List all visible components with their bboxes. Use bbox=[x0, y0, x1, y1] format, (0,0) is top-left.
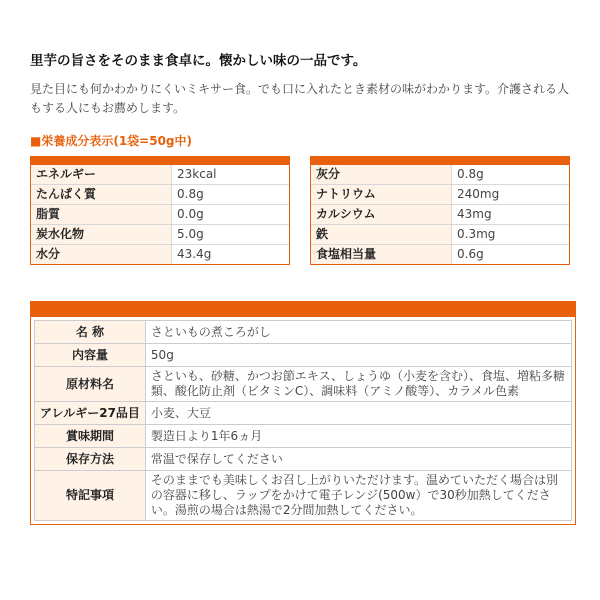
nutrient-value: 0.8g bbox=[172, 185, 290, 205]
table-row bbox=[31, 185, 289, 205]
product-field-value: 50g bbox=[145, 344, 571, 367]
product-field-value: 小麦、大豆 bbox=[145, 402, 571, 425]
nutrient-label: エネルギー bbox=[31, 165, 172, 185]
table-row bbox=[31, 225, 289, 245]
product-field-label: 特記事項 bbox=[35, 471, 146, 521]
product-field-value: さといも、砂糖、かつお節エキス、しょうゆ（小麦を含む）、食塩、増粘多糖類、酸化防止剤（ビタミンC）、調味料（アミノ酸等）、カラメル色素 bbox=[145, 367, 571, 402]
product-field-label: 原材料名 bbox=[35, 367, 146, 402]
table-row bbox=[31, 245, 289, 265]
table-row bbox=[31, 205, 289, 225]
nutrient-label: カルシウム bbox=[311, 205, 452, 225]
nutrient-label: 脂質 bbox=[31, 205, 172, 225]
nutrient-value: 43.4g bbox=[177, 247, 212, 261]
table-row bbox=[311, 245, 569, 265]
nutrient-value: 43mg bbox=[452, 205, 570, 225]
nutrient-value: 0.8g bbox=[452, 165, 570, 185]
product-field-value: そのままでも美味しくお召し上がりいただけます。温めていただく場合は別の容器に移し、ラップをかけて電子レンジ(500w）で30秒加熱してください。湯煎の場合は熱湯で2分間加熱してください。 bbox=[145, 471, 571, 521]
nutrient-label: 灰分 bbox=[311, 165, 452, 185]
nutrient-value: 23kcal bbox=[172, 165, 290, 185]
table-row bbox=[35, 321, 572, 344]
headline: 里芋の旨さをそのまま食卓に。懐かしい味の一品です。 bbox=[30, 53, 367, 69]
nutrition-table-right bbox=[310, 156, 570, 265]
product-field-label: 保存方法 bbox=[35, 448, 146, 471]
product-field-value: さといもの煮ころがし bbox=[145, 321, 571, 344]
table-row bbox=[35, 402, 572, 425]
nutrient-value: 5.0g bbox=[172, 225, 290, 245]
nutrition-heading: ■栄養成分表示(1袋=50g中) bbox=[30, 134, 193, 148]
nutrition-table-left bbox=[30, 156, 290, 265]
product-field-value: 常温で保存してください bbox=[145, 448, 571, 471]
product-field-label: 賞味期間 bbox=[35, 425, 146, 448]
product-field-label: 内容量 bbox=[35, 344, 146, 367]
table-row bbox=[311, 225, 569, 245]
table-row bbox=[35, 448, 572, 471]
product-info-table bbox=[30, 301, 576, 525]
table-row bbox=[311, 165, 569, 185]
table-row bbox=[35, 344, 572, 367]
table-row bbox=[35, 367, 572, 402]
table-row bbox=[31, 165, 289, 185]
nutrient-value: 0.3mg bbox=[452, 225, 570, 245]
table-row bbox=[35, 425, 572, 448]
table-row bbox=[35, 471, 572, 521]
table-row bbox=[311, 205, 569, 225]
nutrient-label: たんぱく質 bbox=[31, 185, 172, 205]
nutrient-label: 食塩相当量 bbox=[311, 245, 452, 265]
nutrient-label: 水分 bbox=[31, 245, 172, 265]
product-field-value: 製造日より1年6ヵ月 bbox=[145, 425, 571, 448]
nutrient-label: 鉄 bbox=[311, 225, 452, 245]
nutrient-value: 0.6g bbox=[457, 247, 484, 261]
nutrient-value: 240mg bbox=[452, 185, 570, 205]
intro-text: 見た目にも何かわかりにくいミキサー食。でも口に入れたとき素材の味がわかります。介護される人もする人にもお薦めします。 bbox=[30, 82, 570, 115]
product-field-label: アレルギー27品目 bbox=[35, 402, 146, 425]
nutrient-label: 炭水化物 bbox=[31, 225, 172, 245]
table-row bbox=[311, 185, 569, 205]
nutrient-label: ナトリウム bbox=[311, 185, 452, 205]
nutrient-value: 0.0g bbox=[172, 205, 290, 225]
product-field-label: 名 称 bbox=[35, 321, 146, 344]
